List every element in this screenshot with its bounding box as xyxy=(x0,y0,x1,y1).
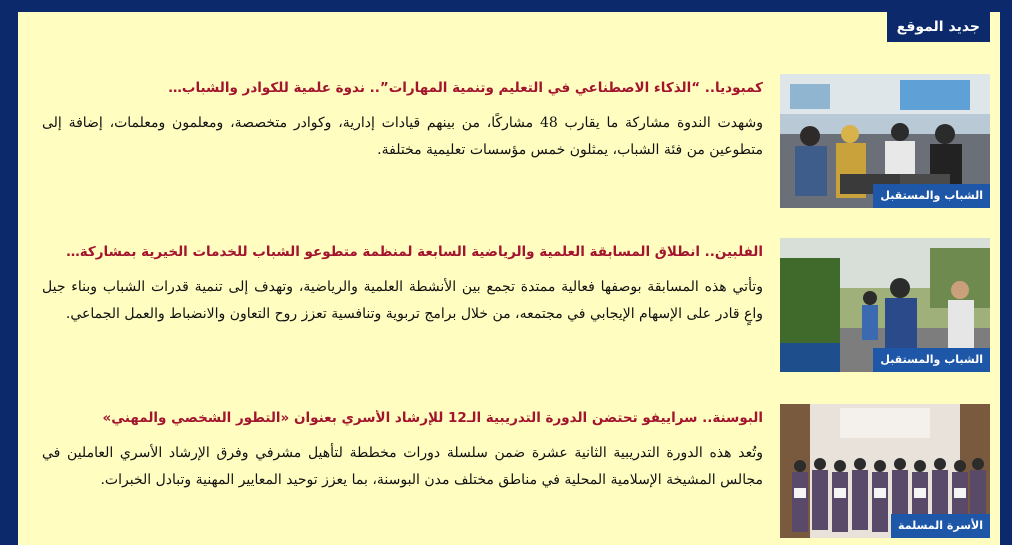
article-thumbnail[interactable] xyxy=(780,404,990,538)
category-badge[interactable]: الشباب والمستقبل xyxy=(873,184,990,208)
article-item xyxy=(18,404,1000,538)
category-badge[interactable]: الشباب والمستقبل xyxy=(873,348,990,372)
article-item xyxy=(18,238,1000,372)
top-frame-bar xyxy=(0,0,1012,12)
article-excerpt: وتُعد هذه الدورة التدريبية الثانية عشرة ضمن سلسلة دورات مخططة لتأهيل مشرفي وفرق الإرشاد الأسري العاملين في مجالس المشيخة الإسلامية المحلية في مناطق مختلف مدن البوسنة، بما يعزز توحيد المعايير المهنية وتبادل الخبرات. xyxy=(42,445,763,488)
latest-news-panel xyxy=(18,12,1000,545)
article-thumbnail[interactable] xyxy=(780,74,990,208)
article-excerpt: وتأتي هذه المسابقة بوصفها فعالية ممتدة تجمع بين الأنشطة العلمية والرياضية، وتهدف إلى تنمية قدرات الشباب وبناء جيل واعٍ قادر على الإسهام الإيجابي في مجتمعه، من خلال برامج تربوية وتنافسية تعزز روح التعاون والانضباط والعمل الجماعي. xyxy=(42,279,763,322)
article-headline-link[interactable]: الفلبين.. انطلاق المسابقة العلمية والرياضية السابعة لمنظمة متطوعو الشباب للخدمات الخيرية بمشاركة… xyxy=(66,244,763,260)
article-thumbnail[interactable] xyxy=(780,238,990,372)
category-badge[interactable]: الأسرة المسلمة xyxy=(891,514,990,538)
article-headline-link[interactable]: البوسنة.. سراييفو تحتضن الدورة التدريبية الـ12 للإرشاد الأسري بعنوان «التطور الشخصي والمهني» xyxy=(102,410,763,426)
article-headline-link[interactable]: كمبوديا.. “الذكاء الاصطناعي في التعليم وتنمية المهارات”.. ندوة علمية للكوادر والشباب… xyxy=(168,80,763,96)
left-frame-bar xyxy=(0,12,18,545)
article-excerpt: وشهدت الندوة مشاركة ما يقارب 48 مشاركًا، من بينهم قيادات إدارية، وكوادر متخصصة، ومعلمون ومعلمات، إضافة إلى متطوعين من فئة الشباب، يمثلون خمس مؤسسات تعليمية مختلفة. xyxy=(42,115,764,158)
article-item xyxy=(18,74,1000,208)
section-title-tab[interactable]: جديد الموقع xyxy=(887,12,990,42)
